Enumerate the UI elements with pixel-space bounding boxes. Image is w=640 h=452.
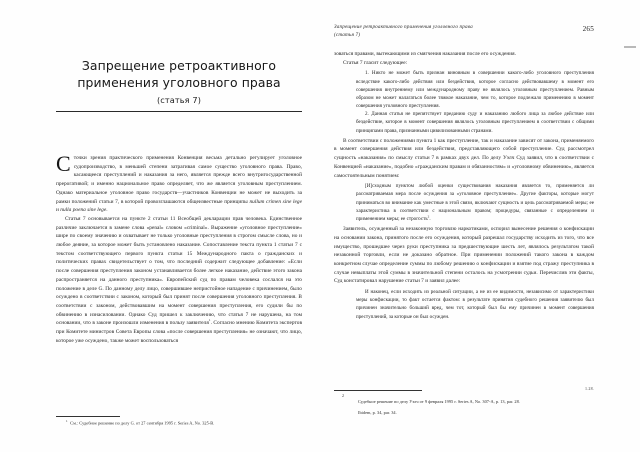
footnote-divider-right <box>334 390 422 391</box>
footnote-2: Судебное решение по делу Уэлч от 9 февраля 1995 г. Series A, No. 307-A, p. 13, par. 28. <box>358 399 520 405</box>
judgment-quote-block <box>334 182 594 223</box>
body-paragraph-2 <box>56 215 302 346</box>
footnote-1-text: См.: Судебное решение по делу G. от 27 сентября 1995 г. Series A, No. 325-B. <box>70 420 215 426</box>
page-title: Запрещение ретроактивного применения уголовного права <box>77 58 281 90</box>
latin-term-2: nulla poena sine lege <box>60 207 107 214</box>
page-subtitle: (статья 7) <box>156 94 201 105</box>
body-paragraph-1: С точки зрения практического применения Конвенция весьма детально регулирует уголовное судопроизводство, в меньшей степени затрагивая самое существо уголовного права. Право, касающееся преступлений и наказания за него, является прежде всего внутригосударственной прерогативой; и именно национальное право определяет, что же является уголовным преступлением. Однако материальное уголовное право государств—участников Конвенции не может не выходить за рамки положений статьи 7, в которой провозглашаются общеизвестные принципы nullum crimen sine lege и nulla poena sine lege. <box>56 151 302 214</box>
footnote-2-marker: 2 <box>342 393 345 398</box>
footnote-reference-2: 2 <box>427 214 430 219</box>
left-footnote-area <box>56 416 302 427</box>
article-quote-block <box>334 69 594 134</box>
body-paragraph-3: зоваться правами, вытекающими из смягчения наказания после его осуждения. <box>334 51 516 57</box>
drop-cap: С <box>56 151 71 176</box>
scan-edge-mark <box>624 46 636 48</box>
right-page <box>320 0 640 452</box>
footnote-3: Ibidem, p. 34, par. 34. <box>358 410 397 416</box>
final-quote-text: И наконец, если исходить из реальной ситуации, а не из ее видимости, независимо от характеристики меры конфискации, то факт остается фактом: в результате принятия судебного решения заявителю был причинен значительно больший вред, чем тот, который был бы ему причинен в момент совершения преступлений, за которые он был осужден. <box>356 289 594 320</box>
body-paragraph-4: Статья 7 гласит следующее: <box>343 59 408 66</box>
judgment-quote-text: [И]сходным пунктом любой оценки существования наказания является то, применяется ли рассматриваемая мера после осуждения за «уголовное преступление». Другие факторы, которые могут приниматься во внимание как уместные в этой связи, включают сущность и цель рассматриваемой меры; ее характеристика в соответствии с национальным правом; процедуры, связанные с определением и применением меры; ее строгость$^2$. <box>356 183 594 222</box>
chapter-title-block <box>56 58 302 112</box>
latin-term-1: nullum crimen sine lege <box>249 198 302 205</box>
right-column-body <box>334 50 594 323</box>
article-quote-item-2: 2. Данная статья не препятствует преданию суду и наказанию любого лица за любое действие или бездействие, которое в момент совершения являлось уголовным преступлением в соответствии с общими принципами права, признанными цивилизованными странами. <box>356 111 594 134</box>
paragraph-2-tail: . Согласно мнению Комитета экспертов при Комитете министров Совета Европы слова «после совершения преступления» не означают, что лицо, которое уже осуждено, также может воспользоваться <box>56 320 302 344</box>
body-paragraph-5: В соответствии с положениями пункта 1 как преступление, так и наказание зависят от закона, применяемого в момент совершения действия или бездействия, представляющего собой преступление. Суд рассмотрел сущность «наказания» по смыслу статьи 7 в рамках двух дел. По делу Уэлч Суд заявил, что в соответствии с Конвенцией «наказание», подобно «гражданским правам и обязанностям» и «уголовному обвинению», является самостоятельным понятием: <box>334 137 594 179</box>
title-divider <box>56 111 302 112</box>
article-quote-item-1: 1. Никто не может быть признан виновным в совершении какого-либо уголовного преступления вследствие какого-либо действия или бездействия, которое согласно действовавшему в момент его совершения внутреннему или международному праву не являлось уголовным преступлением. Равным образом не может налагаться более тяжкое наказание, чем то, которое подлежало применению в момент совершения уголовного преступления. <box>356 70 594 110</box>
running-head <box>334 24 594 39</box>
running-head-line-2: (статья 7) <box>334 31 361 38</box>
page-number: 265 <box>582 25 594 33</box>
final-quote-block <box>334 288 594 321</box>
right-footnote-area <box>334 390 594 417</box>
margin-note: 1.28. <box>585 386 594 391</box>
footnote-1 <box>56 419 302 427</box>
body-paragraph-6: Заявитель, осужденный за незаконную торговлю наркотиками, оспорил вынесение решения о конфискации на основании закона, принятого после его осуждения, который разрешал государству исходить из того, что все имущество, прошедшее через руки преступника за предшествующие шесть лет, являлось результатом такой незаконной торговли, если не доказано обратное. При применении положений такого закона в каждом конкретном случае определение суммы по любому решению о конфискации и взятие под стражу преступника в случае невыплаты этой суммы в значительной степени осталось на усмотрении судьи. Перечислив эти факты, Суд констатировал нарушение статьи 7 и заявил далее: <box>334 226 594 285</box>
judgment-quote-body: [И]сходным пунктом любой оценки существования наказания является то, применяется ли рассматриваемая мера после осуждения за «уголовное преступление». Другие факторы, которые могут приниматься во внимание как уместные в этой связи, включают сущность и цель рассматриваемой меры; ее характеристика в соответствии с национальным правом; процедуры, связанные с определением и применением меры; ее строгость <box>356 183 594 222</box>
running-head-line-1: Запрещение ретроактивного применения уголовного права <box>334 24 473 30</box>
footnote-1-marker: 1 <box>66 419 68 423</box>
latin-connector: и <box>56 207 61 214</box>
running-head-title <box>334 24 473 39</box>
paragraph-2-text: Статья 7 основывается на пункте 2 статьи 11 Всеобщей декларации прав человека. Единственное различие заключается в замене слова «penal» словом «criminal». Выражение «уголовное преступление» шире по своему значению и охватывает не только уголовные преступления в строгом смысле слова, но и любое деяние, за которое может быть установлено наказание. Сопоставление текста пункта 1 статьи 7 с текстом соответствующего первого пункта статьи 15 Международного пакта о гражданских и политических правах свидетельствует о том, что последний содержит следующее добавление: «Если после совершения преступления законом устанавливается более легкое наказание, действие этого закона распространяется на данного преступника». Европейский суд по правам человека сослался на это положение в деле G. По данному делу лицо, совершившее непристойное нападение с причинением, было осуждено в соответствии с законом, который был принят после совершения уголовного преступления. В соответствии с законом, действовавшим на момент совершения преступления, его судили бы по обвинению в изнасиловании. Однако Суд пришел к заключению, что статья 7 не нарушена, на том основании, что в законе произошли изменения в пользу заявителя <box>56 215 302 327</box>
footnote-reference-1: 1 <box>208 318 211 323</box>
footnote-divider <box>56 416 120 417</box>
left-column-body <box>56 151 302 345</box>
paragraph-1-text: точки зрения практического применения Конвенция весьма детально регулирует уголовное судопроизводство, в меньшей степени затрагивая самое существо уголовного права. Право, касающееся преступлений и наказания за него, является прежде всего внутригосударственной прерогативой; и именно национальное право определяет, что же является уголовным преступлением. Однако материальное уголовное право государств—участников Конвенции не может не выходить за рамки положений статьи 7, в которой провозглашаются общеизвестные принципы <box>56 155 302 205</box>
